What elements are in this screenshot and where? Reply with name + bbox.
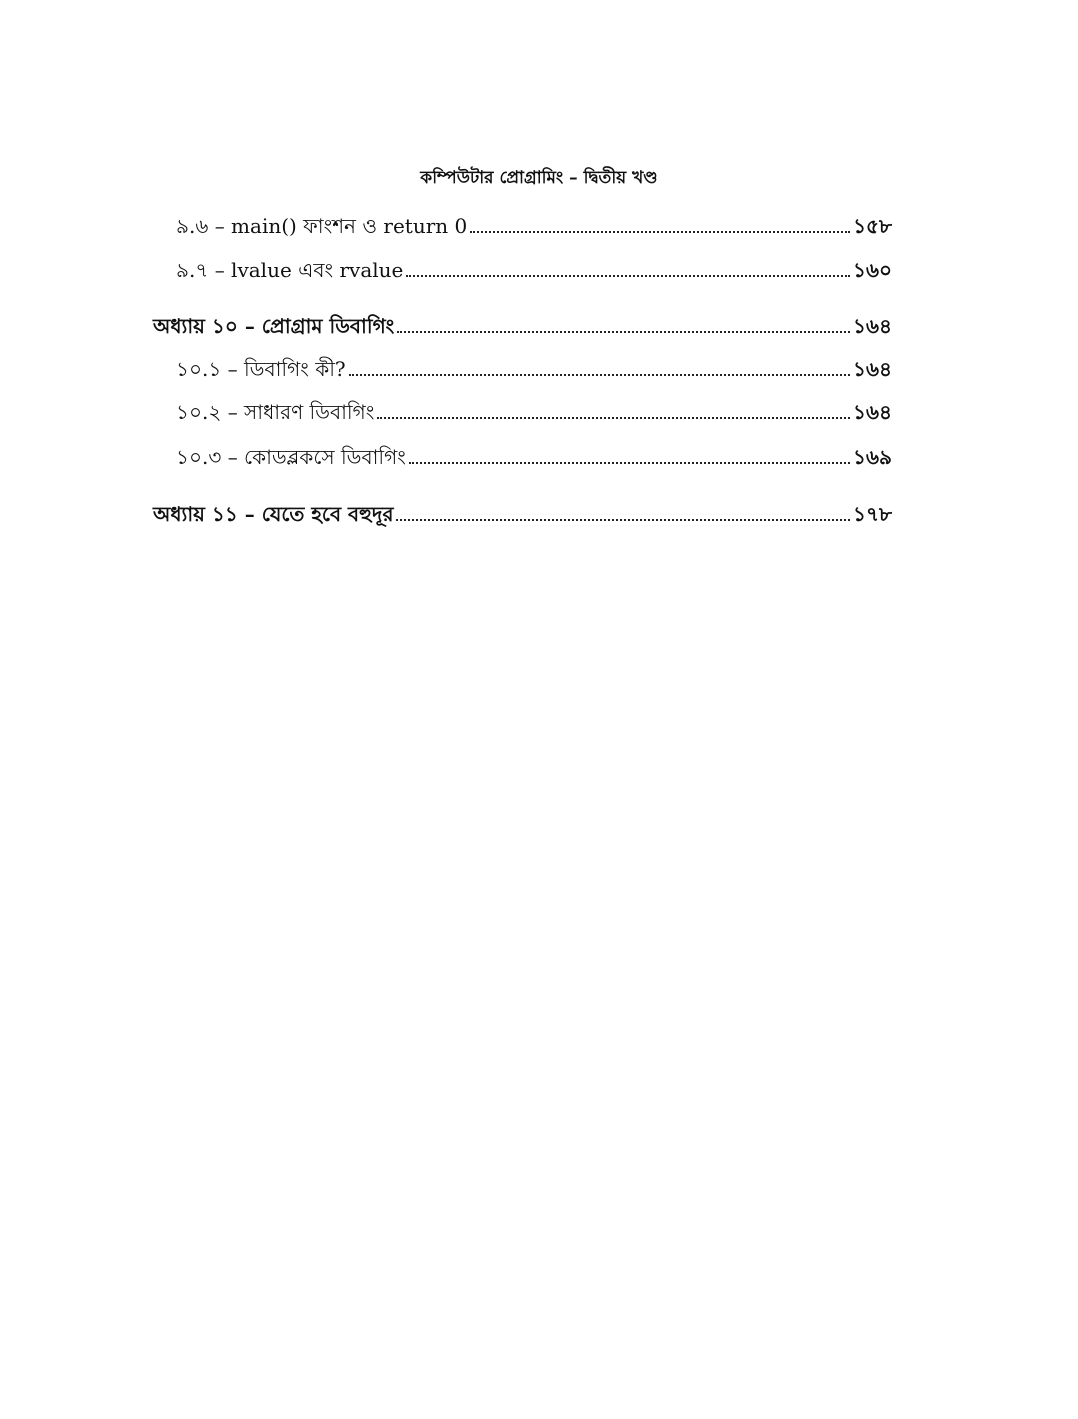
toc-entry-title: ১০.৩ – কোডব্লকসে ডিবাগিং: [176, 445, 406, 469]
toc-chapter-title: অধ্যায় ১০ – প্রোগ্রাম ডিবাগিং: [153, 314, 395, 338]
toc-entry-title: ১০.২ – সাধারণ ডিবাগিং: [176, 400, 375, 424]
dot-leader: [349, 374, 850, 376]
toc-entry-9-6: [176, 212, 892, 240]
toc-entry-10-2: [176, 398, 892, 426]
toc-chapter-10: [153, 312, 892, 340]
toc-chapter-page: ১৭৮: [853, 502, 892, 526]
toc-entry-page: ১৬৪: [853, 400, 892, 424]
toc-chapter-11: [153, 500, 892, 528]
toc-entry-10-1: [176, 355, 892, 383]
toc-entry-title: ৯.৬ – main() ফাংশন ও return 0: [176, 214, 468, 238]
dot-leader: [377, 417, 850, 419]
dot-leader: [409, 462, 850, 464]
toc-chapter-title: অধ্যায় ১১ – যেতে হবে বহুদূর: [153, 502, 394, 526]
toc-entry-page: ১৬০: [853, 258, 892, 282]
dot-leader: [470, 231, 850, 233]
running-header: কম্পিউটার প্রোগ্রামিং – দ্বিতীয় খণ্ড: [420, 168, 658, 188]
dot-leader: [406, 275, 850, 277]
toc-entry-10-3: [176, 443, 892, 471]
toc-entry-page: ১৬৯: [853, 445, 892, 469]
toc-chapter-page: ১৬৪: [853, 314, 892, 338]
dot-leader: [396, 519, 850, 521]
toc-entry-title: ৯.৭ – lvalue এবং rvalue: [176, 258, 404, 282]
toc-entry-9-7: [176, 256, 892, 284]
toc-entry-page: ১৬৪: [853, 357, 892, 381]
dot-leader: [397, 331, 850, 333]
toc-entry-title: ১০.১ – ডিবাগিং কী?: [176, 357, 346, 381]
toc-entry-page: ১৫৮: [853, 214, 892, 238]
